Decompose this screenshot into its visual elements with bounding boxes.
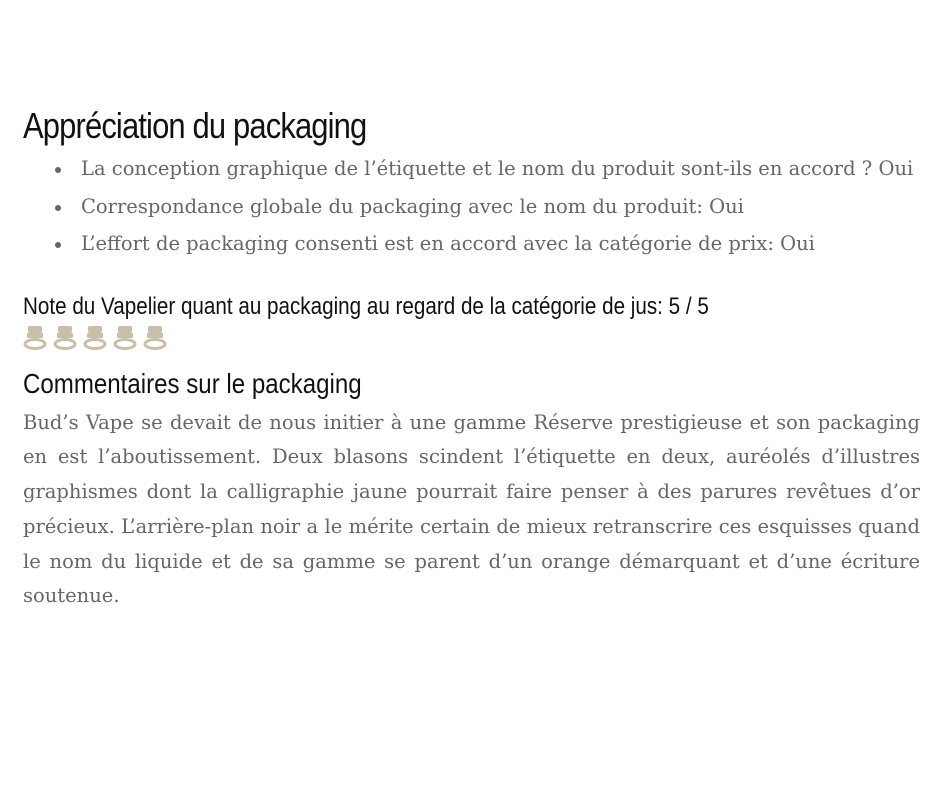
rating-icons [23, 324, 920, 352]
bullet-icon [55, 167, 61, 173]
rating-pot-icon [113, 324, 137, 350]
criterion-text: La conception graphique de l’étiquette et le nom du produit sont-ils en accord ? Oui [81, 157, 914, 180]
article-section [23, 100, 920, 614]
list-item [81, 152, 920, 187]
packaging-criteria-list [23, 152, 920, 262]
rating-pot-icon [83, 324, 107, 350]
rating-pot-icon [53, 324, 77, 350]
rating-pot-icon [23, 324, 47, 350]
packaging-title: Appréciation du packaging [23, 105, 367, 146]
list-item [81, 190, 920, 225]
comments-title: Commentaires sur le packaging [23, 367, 362, 399]
list-item [81, 227, 920, 262]
packaging-score-text: Note du Vapelier quant au packaging au regard de la catégorie de jus: 5 / 5 [23, 292, 709, 320]
bullet-icon [55, 205, 61, 211]
rating-pot-icon [143, 324, 167, 350]
bullet-icon [55, 242, 61, 248]
criterion-text: L’effort de packaging consenti est en accord avec la catégorie de prix: Oui [81, 232, 815, 255]
criterion-text: Correspondance globale du packaging avec le nom du produit: Oui [81, 194, 744, 218]
comments-body: Bud’s Vape se devait de nous initier à une gamme Réserve prestigieuse et son packaging en est l’aboutissement. Deux blasons scindent l’étiquette en deux, auréolés d’illustres graphismes dont la calligraphie jaune pourrait faire penser à des parures revêtues d’or précieux. L’arrière-plan noir a le mérite certain de mieux retranscrire ces esquisses quand le nom du liquide et de sa gamme se parent d’un orange démarquant et d’une écriture soutenue. [23, 410, 920, 608]
